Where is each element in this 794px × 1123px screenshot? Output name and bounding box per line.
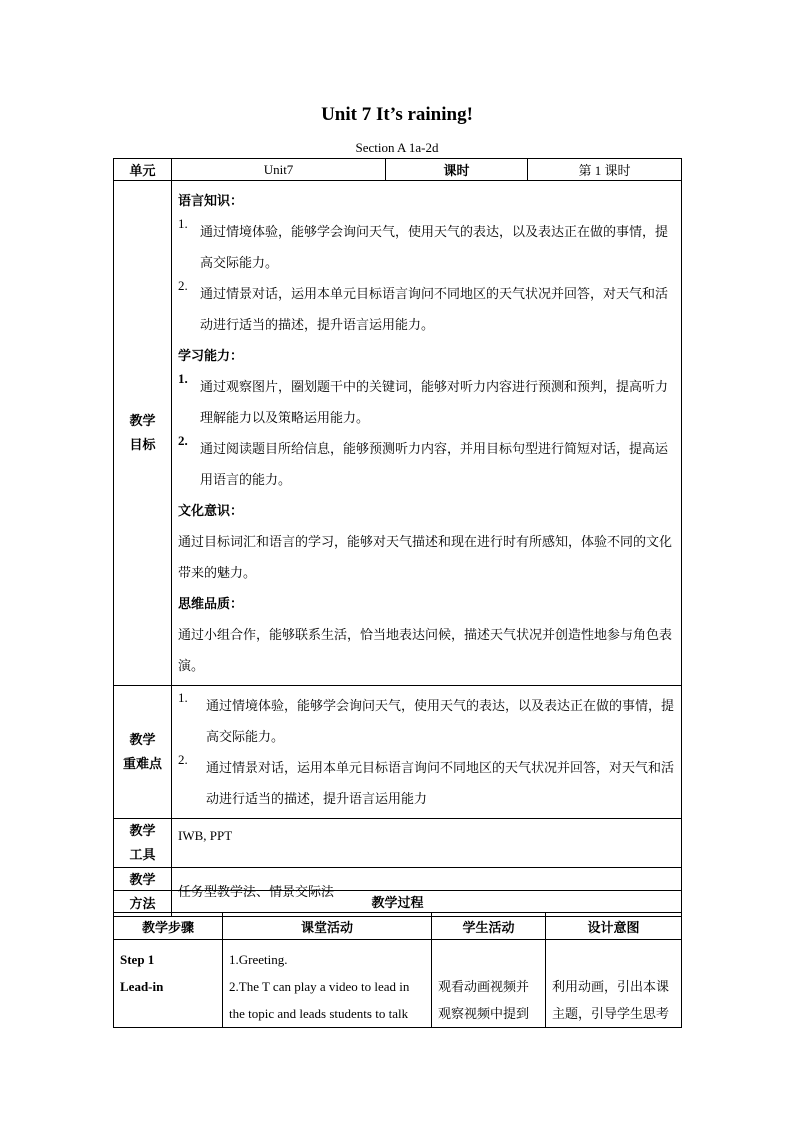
thinking-text: 通过小组合作，能够联系生活，恰当地表达问候，描述天气状况并创造性地参与角色表演。 <box>178 627 673 673</box>
process-header-row <box>114 913 682 940</box>
key-points-content <box>172 686 682 819</box>
item-text: 通过情境体验，能够学会询问天气，使用天气的表达，以及表达正在做的事情，提高交际能力。 <box>200 224 669 270</box>
column-header-step: 教学步骤 <box>114 913 223 940</box>
key-points-label-line2: 重难点 <box>122 756 162 771</box>
methods-label-line1: 教学 <box>129 872 156 887</box>
step-phase: Lead-in <box>120 979 164 994</box>
item-text: 通过观察图片，圈划题干中的关键词，能够对听力内容进行预测和预判，提高听力理解能力以及策略运用能力。 <box>200 379 669 425</box>
key-points-label <box>114 686 172 819</box>
key-point-item <box>178 690 675 752</box>
tools-row <box>114 819 682 868</box>
unit-value: Unit7 <box>172 159 386 181</box>
objectives-label-line2: 目标 <box>129 437 156 452</box>
process-title: 教学过程 <box>114 891 682 913</box>
item-number: 1. <box>178 690 188 705</box>
period-value: 第 1 课时 <box>528 159 682 181</box>
objectives-row <box>114 181 682 686</box>
item-number: 2. <box>178 278 188 293</box>
column-header-student: 学生活动 <box>432 913 546 940</box>
step-name: Step 1 <box>120 952 155 967</box>
item-number: 2. <box>178 433 188 448</box>
item-text: 通过情景对话，运用本单元目标语言询问不同地区的天气状况并回答，对天气和活动进行适当的描述，提升语言运用能力 <box>206 760 675 806</box>
tools-label <box>114 819 172 868</box>
intent-line: 利用动画，引出本课 <box>552 979 670 994</box>
activity-line: 2.The T can play a video to lead in <box>229 979 410 994</box>
key-points-row <box>114 686 682 819</box>
intent-line: 主题，引导学生思考 <box>552 1006 670 1021</box>
learning-title: 学习能力： <box>178 348 244 363</box>
learning-item <box>178 371 675 433</box>
student-cell <box>432 940 546 1028</box>
language-title: 语言知识： <box>178 193 244 208</box>
unit-label: 单元 <box>114 159 172 181</box>
key-point-item <box>178 752 675 814</box>
page-title: Unit 7 It’s raining! <box>321 104 473 125</box>
key-points-label-line1: 教学 <box>129 732 156 747</box>
item-number: 1. <box>178 371 188 386</box>
intent-line <box>552 946 675 973</box>
tools-label-line1: 教学 <box>129 823 156 838</box>
objectives-label-line1: 教学 <box>129 413 156 428</box>
culture-text: 通过目标词汇和语言的学习，能够对天气描述和现在进行时有所感知，体验不同的文化带来的魅力。 <box>178 534 673 580</box>
column-header-intent: 设计意图 <box>546 913 682 940</box>
table-row <box>114 940 682 1028</box>
step-cell <box>114 940 223 1028</box>
lesson-plan-table <box>113 158 682 917</box>
language-item <box>178 216 675 278</box>
item-text: 通过阅读题目所给信息，能够预测听力内容，并用目标句型进行简短对话，提高运用语言的能力。 <box>200 441 669 487</box>
methods-label-line2: 方法 <box>129 896 156 911</box>
thinking-title: 思维品质： <box>178 596 244 611</box>
info-row <box>114 159 682 181</box>
culture-title: 文化意识： <box>178 503 244 518</box>
item-number: 1. <box>178 216 188 231</box>
activity-cell <box>223 940 432 1028</box>
student-line <box>438 946 539 973</box>
learning-item <box>178 433 675 495</box>
column-header-activity: 课堂活动 <box>223 913 432 940</box>
activity-line: 1.Greeting. <box>229 952 288 967</box>
item-text: 通过情境体验，能够学会询问天气，使用天气的表达，以及表达正在做的事情，提高交际能力。 <box>206 698 675 744</box>
process-title-row <box>114 891 682 913</box>
tools-label-line2: 工具 <box>129 847 156 862</box>
intent-cell <box>546 940 682 1028</box>
language-item <box>178 278 675 340</box>
process-table <box>113 890 682 1028</box>
period-label: 课时 <box>386 159 528 181</box>
student-line: 观察视频中提到 <box>438 1006 530 1021</box>
activity-line: the topic and leads students to talk <box>229 1006 409 1021</box>
methods-value: 任务型教学法、情景交际法 <box>172 868 682 917</box>
tools-value: IWB, PPT <box>172 819 682 868</box>
page-subtitle: Section A 1a-2d <box>355 140 439 155</box>
objectives-label <box>114 181 172 686</box>
item-text: 通过情景对话，运用本单元目标语言询问不同地区的天气状况并回答，对天气和活动进行适当的描述，提升语言运用能力。 <box>200 286 669 332</box>
student-line: 观看动画视频并 <box>438 979 530 994</box>
item-number: 2. <box>178 752 188 767</box>
objectives-content <box>172 181 682 686</box>
